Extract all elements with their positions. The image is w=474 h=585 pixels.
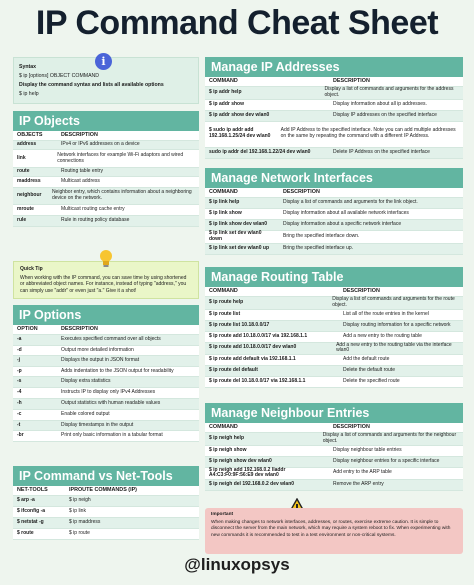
important-box xyxy=(205,508,463,554)
command-cell: $ netstat -g xyxy=(17,519,44,526)
ip-vs-nettools-table xyxy=(13,486,199,540)
important-title: Important xyxy=(211,512,234,517)
description-cell: $ ip link xyxy=(69,508,86,515)
table-row xyxy=(205,480,463,491)
command-cell: neighbour xyxy=(17,192,42,199)
command-cell: $ ip route list xyxy=(209,310,241,317)
command-cell: $ ip neigh add 192.168.0.2 lladdr A4:C3:F0:9F:56:E9 dev wlan0 xyxy=(209,466,286,479)
table-row xyxy=(13,177,199,188)
table-row xyxy=(205,433,463,446)
description-cell: $ ip maddress xyxy=(69,519,101,526)
command-cell: route xyxy=(17,168,30,175)
description-cell: Bring the specified interface up. xyxy=(283,244,354,251)
description-cell: Add the default route xyxy=(343,356,390,363)
manage-routing-table xyxy=(205,287,463,388)
ip-vs-nettools-title: IP Command vs Net-Tools xyxy=(13,466,199,486)
header-cell: NET-TOOLS xyxy=(17,487,48,494)
manage-routing-section xyxy=(205,267,463,388)
table-row xyxy=(205,244,463,255)
description-cell: Display IP addresses on the specified interface xyxy=(333,111,437,118)
command-cell: -p xyxy=(17,367,22,374)
table-row xyxy=(205,87,463,100)
manage-addresses-table xyxy=(205,77,463,159)
header-cell: COMMAND xyxy=(209,424,238,431)
header-cell: DESCRIPTION xyxy=(61,132,98,139)
table-row xyxy=(205,468,463,481)
syntax-help-desc: Display the command syntax and lists all available options xyxy=(19,82,164,88)
table-row xyxy=(205,198,463,209)
command-cell: $ ip link help xyxy=(209,199,240,206)
command-cell: $ route xyxy=(17,530,34,537)
table-row xyxy=(13,388,199,399)
manage-neighbour-section xyxy=(205,403,463,491)
command-cell: $ ip neigh show xyxy=(209,446,247,453)
table-row xyxy=(205,122,463,148)
description-cell: Display neighbour table entries xyxy=(333,446,402,453)
ip-objects-section xyxy=(13,111,199,227)
table-row xyxy=(205,377,463,388)
command-cell: $ ip route del default xyxy=(209,367,258,374)
table-header xyxy=(13,325,199,335)
ip-objects-table xyxy=(13,131,199,227)
header-cell: DESCRIPTION xyxy=(283,189,320,196)
description-cell: Display a list of commands and arguments for the route object. xyxy=(332,296,455,308)
command-cell: $ ip route del 10.18.0.0/17 via 192.168.1.1 xyxy=(209,378,306,385)
command-cell: sudo ip addr del 192.168.1.22/24 dev wlan0 xyxy=(209,148,311,155)
header-cell: OBJECTS xyxy=(17,132,43,139)
description-cell: Enable colored output xyxy=(61,411,110,418)
table-row xyxy=(13,410,199,421)
command-cell: -j xyxy=(17,357,21,364)
table-header xyxy=(13,131,199,141)
table-row xyxy=(13,168,199,177)
syntax-help-cmd: $ ip help xyxy=(19,91,39,97)
table-header xyxy=(205,188,463,198)
table-row xyxy=(13,431,199,442)
description-cell: Remove the ARP entry xyxy=(333,481,384,488)
description-cell: Network interfaces for example Wi-Fi adaptors and wired connections xyxy=(57,151,184,164)
description-cell: Add a new entry to the routing table via the interface wlan0 xyxy=(336,341,452,354)
footer-handle: @linuxopsys xyxy=(184,555,290,574)
ip-objects-title: IP Objects xyxy=(13,111,199,131)
command-cell: $ ip route add default via 192.168.1.1 xyxy=(209,356,296,363)
command-cell: $ ip route help xyxy=(209,298,244,305)
description-cell: Display routing information for a specific network xyxy=(343,321,451,328)
table-row xyxy=(13,496,199,507)
command-cell: -br xyxy=(17,432,24,439)
table-row xyxy=(205,457,463,468)
description-cell: Displays the output in JSON format xyxy=(61,357,140,364)
command-cell: link xyxy=(17,154,26,161)
command-cell: $ ip neigh help xyxy=(209,434,245,441)
command-cell: $ ip link set dev wlan0 up xyxy=(209,244,270,251)
description-cell: Print only basic information in a tabular format xyxy=(61,432,163,439)
quick-tip-title: Quick Tip xyxy=(20,266,43,272)
command-cell: $ ip neigh del 192.168.0.2 dev wlan0 xyxy=(209,481,295,488)
header-cell: COMMAND xyxy=(209,78,238,85)
table-row xyxy=(205,111,463,122)
table-row xyxy=(13,377,199,388)
description-cell: Add IP Address to the specified interface. Note you can add multiple addresses on the same by repeating the command with a different IP Address. xyxy=(280,127,456,139)
important-text: When making changes to network interfaces, addresses, or routes, exercise extreme caution. It is simple to disconnect the server from the main network, which may require a system reboot to fix. When experimenting with new commands it is recommended to test in a test environment or non-critical systems. xyxy=(211,520,451,538)
description-cell: Display information about all ip addresses. xyxy=(333,100,427,107)
table-row xyxy=(13,529,199,540)
command-cell: $ ip link show xyxy=(209,210,242,217)
manage-neighbour-table xyxy=(205,423,463,491)
manage-interfaces-section xyxy=(205,168,463,255)
command-cell: -h xyxy=(17,400,22,407)
description-cell: Display information about a specific network interface xyxy=(283,221,402,228)
description-cell: Display neighbour entries for a specific interface xyxy=(333,457,440,464)
description-cell: Rule in routing policy database xyxy=(61,217,130,224)
table-row xyxy=(13,367,199,377)
command-cell: mroute xyxy=(17,206,34,213)
table-row xyxy=(13,356,199,367)
table-row xyxy=(205,343,463,356)
table-row xyxy=(13,421,199,431)
header-cell: IPROUTE COMMANDS (IP) xyxy=(69,487,137,494)
description-cell: Delete IP Address on the specified interface xyxy=(333,148,430,155)
header-cell: DESCRIPTION xyxy=(333,78,370,85)
description-cell: Display information about all available network interfaces xyxy=(283,210,409,217)
table-row xyxy=(13,518,199,529)
command-cell: $ arp -a xyxy=(17,497,35,504)
manage-addresses-section xyxy=(205,57,463,159)
command-cell: -c xyxy=(17,411,22,418)
table-row xyxy=(13,150,199,168)
description-cell: Adds indentation to the JSON output for readability xyxy=(61,367,174,374)
manage-routing-title: Manage Routing Table xyxy=(205,267,463,287)
header-cell: COMMAND xyxy=(209,288,238,295)
description-cell: Neighbor entry, which contains information about a neighboring device on the network. xyxy=(51,189,192,201)
table-row xyxy=(13,335,199,346)
manage-neighbour-title: Manage Neighbour Entries xyxy=(205,403,463,423)
table-row xyxy=(205,332,463,343)
ip-options-title: IP Options xyxy=(13,305,199,325)
table-row xyxy=(13,399,199,410)
command-cell: $ ip route add 10.18.0.0/17 dev wlan0 xyxy=(209,344,297,351)
table-row xyxy=(13,141,199,150)
description-cell: Display extra statistics xyxy=(61,378,111,385)
command-cell: $ ip route list 10.18.0.0/17 xyxy=(209,321,270,328)
command-cell: -d xyxy=(17,346,22,353)
table-row xyxy=(205,297,463,310)
description-cell: Display a list of commands and arguments for the link object. xyxy=(283,199,418,206)
table-row xyxy=(205,446,463,457)
table-row xyxy=(13,507,199,518)
description-cell: Routing table entry xyxy=(61,168,103,175)
manage-interfaces-table xyxy=(205,188,463,255)
command-cell: address xyxy=(17,141,37,148)
description-cell: Multicast routing cache entry xyxy=(61,206,125,213)
table-row xyxy=(205,310,463,321)
table-row xyxy=(205,231,463,244)
command-cell: rule xyxy=(17,217,27,224)
command-cell: $ ip addr help xyxy=(209,88,242,95)
table-row xyxy=(205,366,463,377)
command-cell: -s xyxy=(17,378,22,385)
description-cell: Display a list of commands and arguments for the neighbour object. xyxy=(322,432,457,444)
table-row xyxy=(13,216,199,227)
table-row xyxy=(13,205,199,216)
page-title: IP Command Cheat Sheet xyxy=(35,4,439,42)
command-cell: $ ip addr show xyxy=(209,100,245,107)
description-cell: Add a new entry to the routing table xyxy=(343,332,422,339)
table-row xyxy=(205,209,463,220)
description-cell: Instructs IP to display only IPv4 Addresses xyxy=(61,389,156,396)
header-cell: DESCRIPTION xyxy=(61,326,98,333)
table-row xyxy=(205,321,463,332)
syntax-label: Syntax xyxy=(19,64,37,70)
description-cell: IPv4 or IPv6 addresses on a device xyxy=(61,141,140,148)
command-cell: $ ip neigh show dev wlan0 xyxy=(209,457,272,464)
description-cell: Executes specified command over all objects xyxy=(61,336,161,343)
command-cell: -a xyxy=(17,336,22,343)
description-cell: Delete the default route xyxy=(343,367,395,374)
command-cell: maddress xyxy=(17,178,41,185)
description-cell: List all of the route entries in the kernel xyxy=(343,310,429,317)
description-cell: Bring the specified interface down. xyxy=(283,232,360,239)
ip-vs-nettools-section xyxy=(13,466,199,540)
description-cell: Display a list of commands and arguments for the address object. xyxy=(324,86,454,98)
syntax-usage: $ ip [options] OBJECT COMMAND xyxy=(19,73,100,79)
description-cell: Delete the specified route xyxy=(343,378,400,385)
header-cell: OPTION xyxy=(17,326,38,333)
command-cell: $ ifconfig -a xyxy=(17,508,46,515)
table-row xyxy=(205,355,463,366)
command-cell: $ ip addr show dev wlan0 xyxy=(209,111,270,118)
table-row xyxy=(13,188,199,205)
description-cell: $ ip neigh xyxy=(69,497,91,504)
ip-options-section xyxy=(13,305,199,442)
manage-interfaces-title: Manage Network Interfaces xyxy=(205,168,463,188)
quick-tip-text: When working with the IP command, you can save time by using shortened or abbreviated object names. For instance, instead of typing "address," you can simply use "addr" or even just "a." Give it a shot! xyxy=(20,274,187,294)
lightbulb-icon xyxy=(98,249,114,269)
table-row xyxy=(205,100,463,111)
command-cell: $ sudo ip addr add 192.168.1.25/24 dev wlan0 xyxy=(209,127,271,139)
header-cell: DESCRIPTION xyxy=(333,424,370,431)
ip-options-table xyxy=(13,325,199,442)
manage-addresses-title: Manage IP Addresses xyxy=(205,57,463,77)
description-cell: Display timestamps in the output xyxy=(61,421,134,428)
command-cell: $ ip link set dev wlan0 down xyxy=(209,230,262,242)
description-cell: $ ip route xyxy=(69,530,90,537)
command-cell: $ ip route add 10.18.0.0/17 via 192.168.1.1 xyxy=(209,332,308,339)
description-cell: Output statistics with human readable values xyxy=(61,400,161,407)
table-row xyxy=(205,148,463,159)
description-cell: Output more detailed information xyxy=(61,346,134,353)
description-cell: Add entry to the ARP table xyxy=(333,469,392,476)
header-cell: COMMAND xyxy=(209,189,238,196)
description-cell: Multicast address xyxy=(61,178,100,185)
table-header xyxy=(13,486,199,496)
table-row xyxy=(13,346,199,356)
info-icon: i xyxy=(95,53,112,70)
command-cell: $ ip link show dev wlan0 xyxy=(209,221,268,228)
command-cell: -t xyxy=(17,421,21,428)
command-cell: -4 xyxy=(17,389,22,396)
header-cell: DESCRIPTION xyxy=(343,288,380,295)
